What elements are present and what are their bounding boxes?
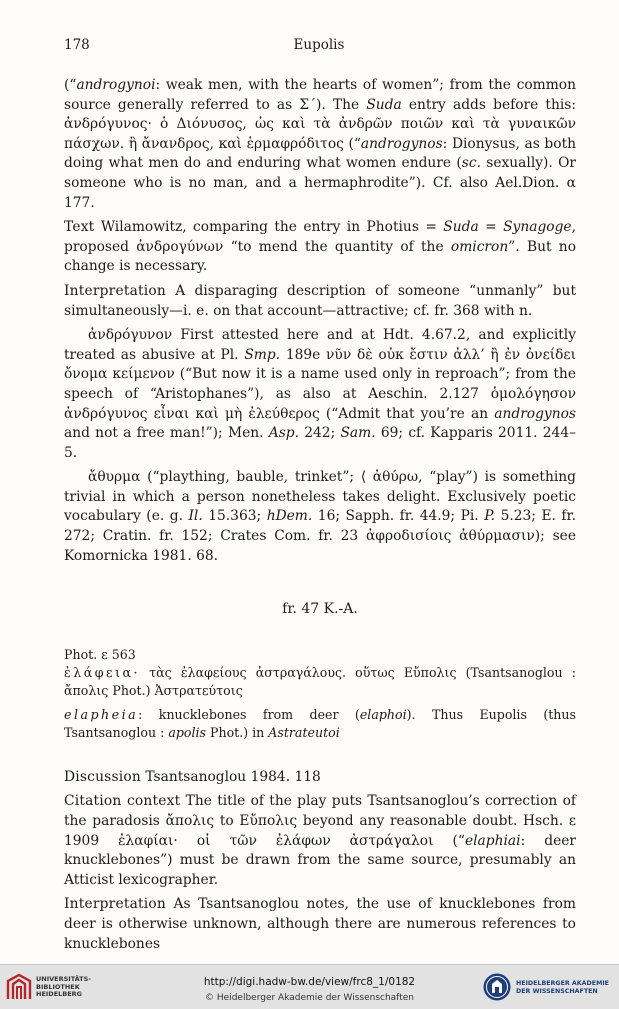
section-label-interpretation: Interpretation	[64, 282, 166, 299]
hadw-logo[interactable]	[482, 971, 616, 1003]
paragraph-interpretation: Interpretation A disparaging description of someone “unmanly” but simultaneously—i. e. on that account—attractive; cf. fr. 368 with n.	[64, 282, 576, 319]
fragment-source-block	[64, 646, 576, 742]
section-label-text: Text	[64, 219, 95, 236]
permalink-url[interactable]: http://digi.hadw-bw.de/view/frc8_1/0182	[203, 976, 416, 988]
paragraph-citation-context: Citation context The title of the play puts Tsantsanoglou’s correction of the paradosis ἄπολις to Εὔπολις beyond any reasonable doubt. Hsch. ε 1909 ἐλαφίαι· οἱ τῶν ἐλάφων ἀστράγαλοι (“elaphiai: deer knucklebones”) must be drawn from the same source, presumably an Atticist lexicographer.	[64, 793, 577, 888]
page-number: 178	[64, 37, 90, 53]
paragraph-text: Text Wilamowitz, comparing the entry in Photius = Suda = Synagoge, proposed ἀνδρογύνων “to mend the quantity of the omicron”. But no change is necessary.	[64, 219, 576, 275]
viewer-footer-bar	[0, 964, 619, 1009]
lemma-androgynon: ἀνδρόγυνον	[88, 327, 173, 344]
fragment-heading: fr. 47 K.-A.	[282, 601, 358, 618]
hadw-logo-line-1: HEIDELBERGER AKADEMIE	[516, 980, 609, 987]
hadw-seal-icon	[482, 971, 512, 1003]
commentary-body	[64, 76, 576, 959]
section-label-discussion: Discussion	[64, 768, 141, 785]
fragment-source: Phot. ε 563	[64, 646, 136, 662]
running-title: Eupolis	[293, 37, 345, 53]
section-label-interpretation-2: Interpretation	[64, 896, 166, 913]
spacer	[64, 748, 576, 768]
ub-logo-line-2: BIBLIOTHEK	[36, 982, 80, 991]
paragraph-discussion: Discussion Tsantsanoglou 1984. 118	[64, 768, 321, 785]
ub-logo-line-3: HEIDELBERG	[36, 990, 83, 998]
paragraph-androgynoi-gloss: (“androgynoi: weak men, with the hearts of women”; from the common source generally referred to as Σ΄). The Suda entry adds before this: ἀνδρόγυνος· ὁ Διόνυσος, ὡς καὶ τὰ ἀνδρῶν ποιῶν καὶ τὰ γυναικῶν πάσχων. ἢ ἄνανδρος, καὶ ἑρμαφρόδιτος (“androgynos: Dionysus, as both doing what men do and enduring what women endure (sc. sexually). Or someone who is no man, and a hermaphrodite”). Cf. also Ael.Dion. α 177.	[64, 77, 576, 211]
copyright-notice: © Heidelberger Akademie der Wissenschaften	[205, 993, 414, 1003]
section-label-citation-context: Citation context	[64, 793, 181, 810]
lemma-athyrma: ἄθυρμα	[88, 469, 141, 486]
running-header	[64, 37, 574, 59]
paragraph-interpretation-2: Interpretation As Tsantsanoglou notes, the use of knucklebones from deer is otherwise unknown, although there are numerous references to knucklebones	[64, 896, 576, 952]
paragraph-lemma-androgynon: ἀνδρόγυνον First attested here and at Hdt. 4.67.2, and explicitly treated as abusive at Pl. Smp. 189e νῦν δὲ οὐκ ἔστιν ἀλλ’ ἢ ἐν ὀνείδει ὄνομα κείμενον (“But now it is a name used only in reproach”; from the speech of “Aristophanes”), as also at Aeschin. 2.127 ὁμολόγησον ἀνδρόγυνος εἶναι καὶ μὴ ἐλεύθερος (“Admit that you’re an androgynos and not a free man!”); Men. Asp. 242; Sam. 69; cf. Kapparis 2011. 244–5.	[64, 327, 576, 461]
paragraph-lemma-athyrma: ἄθυρμα (“plaything, bauble, trinket”; ⟨ ἀθύρω, “play”) is something trivial in which a person nonetheless takes delight. Exclusively poetic vocabulary (e. g. Il. 15.363; hDem. 16; Sapph. fr. 44.9; Pi. P. 5.23; E. fr. 272; Cratin. fr. 152; Crates Com. fr. 23 ἀφροδισίοις ἀθύρμασιν); see Komornicka 1981. 68.	[64, 469, 576, 564]
fragment-greek-text: ἐλάφεια· τὰς ἐλαφείους ἀστραγάλους. οὕτως Εὔπολις (Tsantsanoglou : ἄπολις Phot.) Ἀστρατεύτοις	[64, 664, 576, 698]
fragment-translation: elapheia: knucklebones from deer (elaphoi). Thus Eupolis (thus Tsantsanoglou : apolis Phot.) in Astrateutoi	[64, 706, 576, 740]
hadw-logo-line-2: DER WISSENSCHAFTEN	[516, 988, 598, 995]
ub-logo-line-1: UNIVERSITÄTS-	[36, 975, 91, 983]
